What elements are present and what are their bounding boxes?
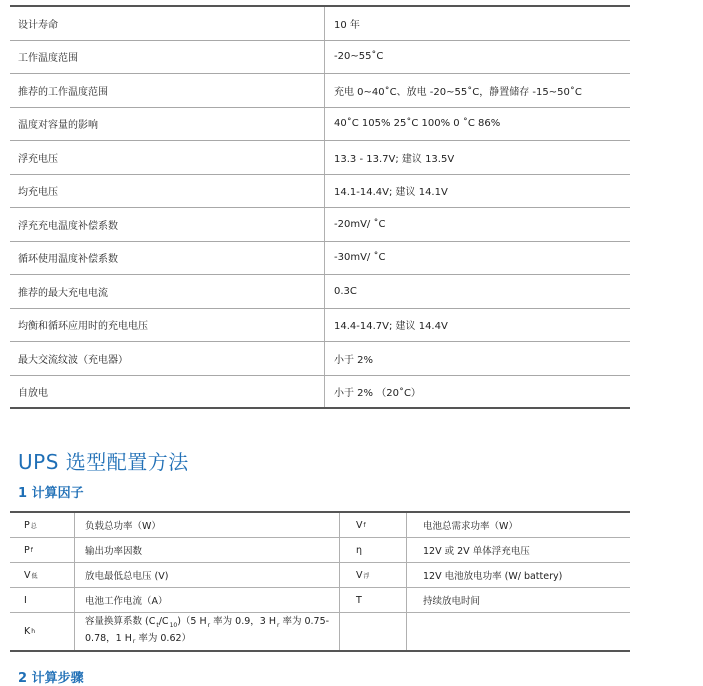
factor-description: 电池工作电流（A） xyxy=(75,588,340,612)
spec-label: 最大交流纹波（充电器） xyxy=(10,342,325,375)
table-row xyxy=(10,41,630,75)
factor-description: 容量换算系数 $(C_t/C_{10})(5$ $H_r$ 率为 0.9，3 $H_r$ 率为 0.75- 0.78，1 $H_r$ 率为 0.62） xyxy=(75,613,340,650)
factor-symbol: T xyxy=(340,588,407,612)
section-title: UPS 选型配置方法 xyxy=(18,450,189,474)
spec-value: 0.3C xyxy=(334,285,357,297)
factor-table xyxy=(10,511,630,652)
factor-description xyxy=(407,613,630,650)
factor-description: 放电最低总电压 (V) xyxy=(75,563,340,587)
spec-value: 13.3 - 13.7V; 建议 13.5V xyxy=(334,153,455,165)
factor-description: 负载总功率（W） xyxy=(75,513,340,537)
table-row xyxy=(10,7,630,41)
table-row xyxy=(10,108,630,142)
spec-value: 充电 0~40˚C、放电 -20~55˚C，静置储存 -15~50˚C xyxy=(334,86,582,98)
spec-value: -20mV/ ˚C xyxy=(334,218,386,230)
spec-label: 工作温度范围 xyxy=(10,41,325,74)
table-row xyxy=(10,141,630,175)
table-row xyxy=(10,538,630,563)
spec-label: 循环使用温度补偿系数 xyxy=(10,242,325,275)
spec-label: 均充电压 xyxy=(10,175,325,208)
spec-value: -30mV/ ˚C xyxy=(334,252,386,264)
factor-description: 12V 电池放电功率 (W/ battery) xyxy=(423,571,563,582)
spec-label: 浮充充电温度补偿系数 xyxy=(10,208,325,241)
table-row xyxy=(10,74,630,108)
spec-value: -20~55˚C xyxy=(334,51,384,63)
table-row xyxy=(10,275,630,309)
factor-symbol: η xyxy=(340,538,407,562)
factor-symbol: I xyxy=(10,588,75,612)
factor-symbol: V 浮 xyxy=(340,563,407,587)
factor-symbol: P 总 xyxy=(10,513,75,537)
table-row xyxy=(10,376,630,410)
table-row xyxy=(10,613,630,650)
factor-symbol: K h xyxy=(10,613,75,650)
spec-label: 推荐的最大充电电流 xyxy=(10,275,325,308)
subsection-title-steps: 2 计算步骤 xyxy=(18,671,84,686)
spec-label: 均衡和循环应用时的充电电压 xyxy=(10,309,325,342)
factor-description: 12V 或 2V 单体浮充电压 xyxy=(423,546,530,557)
table-row xyxy=(10,309,630,343)
factor-symbol xyxy=(340,613,407,650)
factor-description: 输出功率因数 xyxy=(75,538,340,562)
spec-label: 推荐的工作温度范围 xyxy=(10,74,325,107)
factor-symbol: V 低 xyxy=(10,563,75,587)
table-row xyxy=(10,588,630,613)
table-row xyxy=(10,513,630,538)
table-row xyxy=(10,175,630,209)
spec-value: 10 年 xyxy=(334,19,360,31)
table-row xyxy=(10,342,630,376)
spec-value: 14.4-14.7V; 建议 14.4V xyxy=(334,321,448,333)
spec-value: 小于 2% （20˚C） xyxy=(334,387,421,399)
subsection-title-factors: 1 计算因子 xyxy=(18,486,84,501)
table-row xyxy=(10,208,630,242)
spec-value: 14.1-14.4V; 建议 14.1V xyxy=(334,187,448,199)
table-row xyxy=(10,242,630,276)
factor-symbol: P f xyxy=(10,538,75,562)
spec-value: 40˚C 105% 25˚C 100% 0 ˚C 86% xyxy=(334,118,501,130)
factor-symbol: V f xyxy=(340,513,407,537)
spec-label: 浮充电压 xyxy=(10,141,325,174)
spec-value: 小于 2% xyxy=(334,354,374,366)
table-row xyxy=(10,563,630,588)
specification-table xyxy=(10,5,630,409)
factor-description: 持续放电时间 xyxy=(423,596,481,607)
spec-label: 温度对容量的影响 xyxy=(10,108,325,141)
factor-description: 电池总需求功率（W） xyxy=(423,521,518,532)
spec-label: 自放电 xyxy=(10,376,325,408)
spec-label: 设计寿命 xyxy=(10,7,325,40)
